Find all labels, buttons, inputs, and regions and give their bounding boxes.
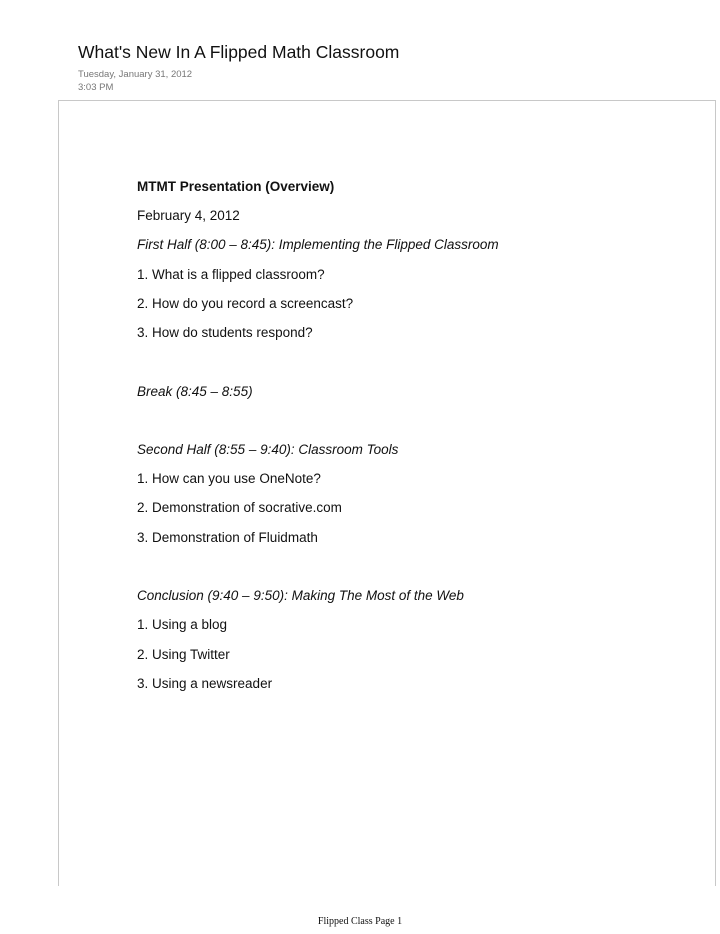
note-date: Tuesday, January 31, 2012 [78, 69, 193, 80]
document-heading: MTMT Presentation (Overview) [137, 179, 335, 194]
conclusion-title: Conclusion (9:40 – 9:50): Making The Most of the Web [137, 588, 464, 603]
first-half-title: First Half (8:00 – 8:45): Implementing the Flipped Classroom [137, 237, 499, 252]
list-item: 3. How do students respond? [137, 325, 313, 340]
printout-page [58, 100, 716, 886]
second-half-title: Second Half (8:55 – 9:40): Classroom Tools [137, 442, 399, 457]
document-date: February 4, 2012 [137, 208, 240, 223]
list-item: 1. How can you use OneNote? [137, 471, 321, 486]
note-title: What's New In A Flipped Math Classroom [78, 42, 400, 62]
list-item: 2. Demonstration of socrative.com [137, 500, 342, 515]
list-item: 3. Demonstration of Fluidmath [137, 530, 318, 545]
list-item: 1. Using a blog [137, 617, 228, 632]
note-time: 3:03 PM [78, 82, 114, 93]
page-footer: Flipped Class Page 1 [317, 916, 403, 927]
list-item: 1. What is a flipped classroom? [137, 267, 325, 282]
break-title: Break (8:45 – 8:55) [137, 384, 253, 399]
list-item: 2. How do you record a screencast? [137, 296, 354, 311]
list-item: 2. Using Twitter [137, 647, 230, 662]
list-item: 3. Using a newsreader [137, 676, 273, 691]
